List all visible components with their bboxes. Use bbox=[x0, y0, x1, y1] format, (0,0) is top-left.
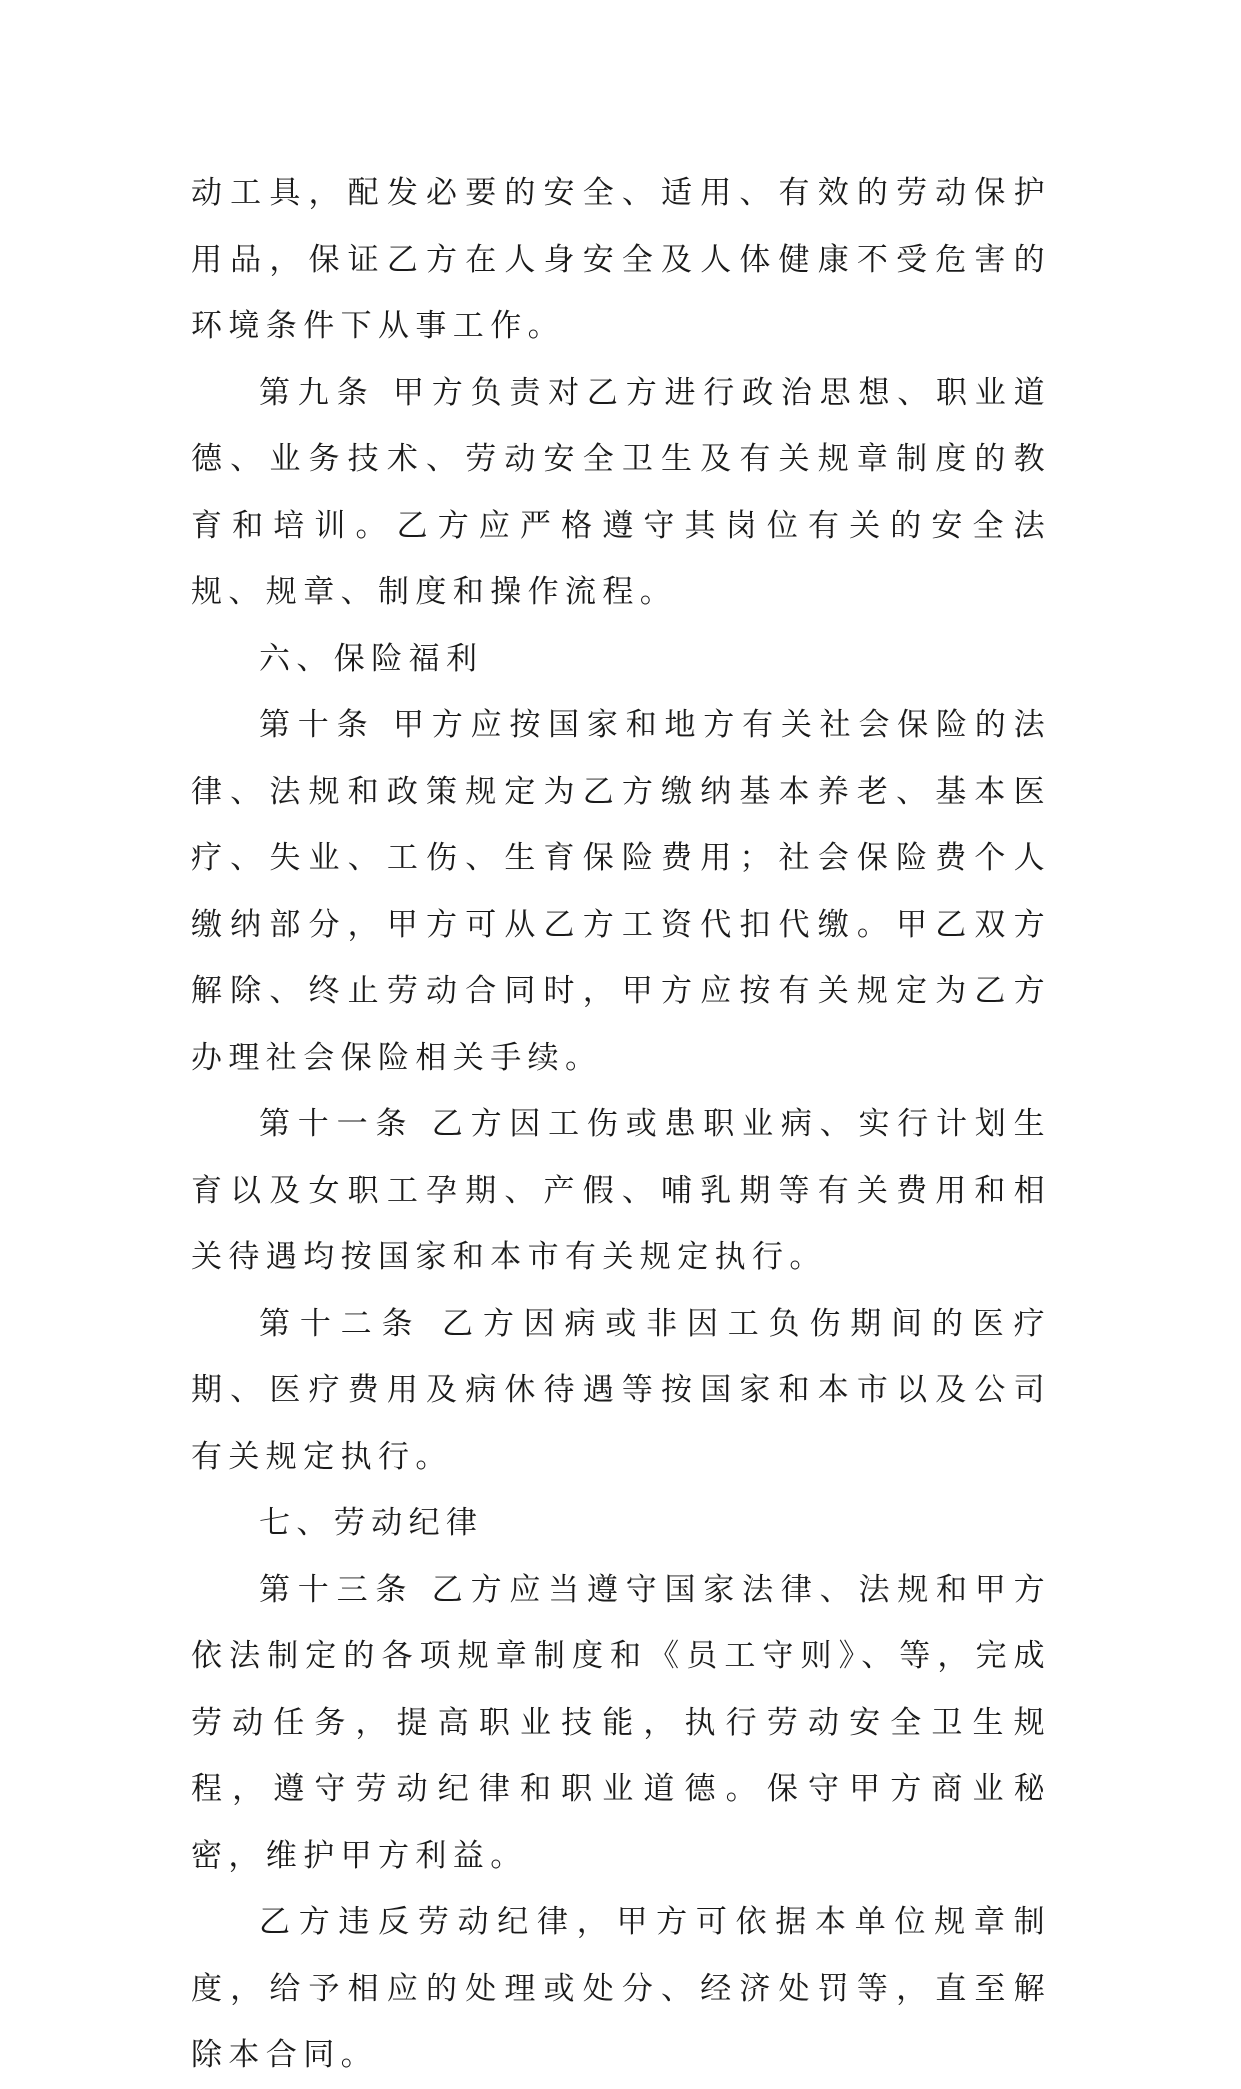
paragraph-continuation: 动工具，配发必要的安全、适用、有效的劳动保护用品，保证乙方在人身安全及人体健康不受危害的环境条件下从事工作。 bbox=[191, 175, 1051, 344]
article-13-paragraph: 第十三条 乙方应当遵守国家法律、法规和甲方依法制定的各项规章制度和《员工守则》、等，完成劳动任务，提高职业技能，执行劳动安全卫生规程，遵守劳动纪律和职业道德。保守甲方商业秘密，维护甲方利益。 bbox=[191, 1571, 1051, 1874]
discipline-violation-paragraph: 乙方违反劳动纪律，甲方可依据本单位规章制度，给予相应的处理或处分、经济处罚等，直至解除本合同。 bbox=[191, 1904, 1051, 2073]
section-heading-insurance: 六、保险福利 bbox=[259, 640, 484, 677]
section-heading-discipline: 七、劳动纪律 bbox=[259, 1505, 484, 1541]
article-9-paragraph: 第九条 甲方负责对乙方进行政治思想、职业道德、业务技术、劳动安全卫生及有关规章制度的教育和培训。乙方应严格遵守其岗位有关的安全法规、规章、制度和操作流程。 bbox=[191, 374, 1051, 610]
document-body bbox=[191, 160, 1051, 2089]
article-12-paragraph: 第十二条 乙方因病或非因工负伤期间的医疗期、医疗费用及病休待遇等按国家和本市以及公司有关规定执行。 bbox=[191, 1305, 1051, 1475]
article-11-paragraph: 第十一条 乙方因工伤或患职业病、实行计划生育以及女职工孕期、产假、哺乳期等有关费用和相关待遇均按国家和本市有关规定执行。 bbox=[191, 1106, 1051, 1275]
article-10-paragraph: 第十条 甲方应按国家和地方有关社会保险的法律、法规和政策规定为乙方缴纳基本养老、基本医疗、失业、工伤、生育保险费用；社会保险费个人缴纳部分，甲方可从乙方工资代扣代缴。甲乙双方解除、终止劳动合同时，甲方应按有关规定为乙方办理社会保险相关手续。 bbox=[191, 707, 1051, 1076]
